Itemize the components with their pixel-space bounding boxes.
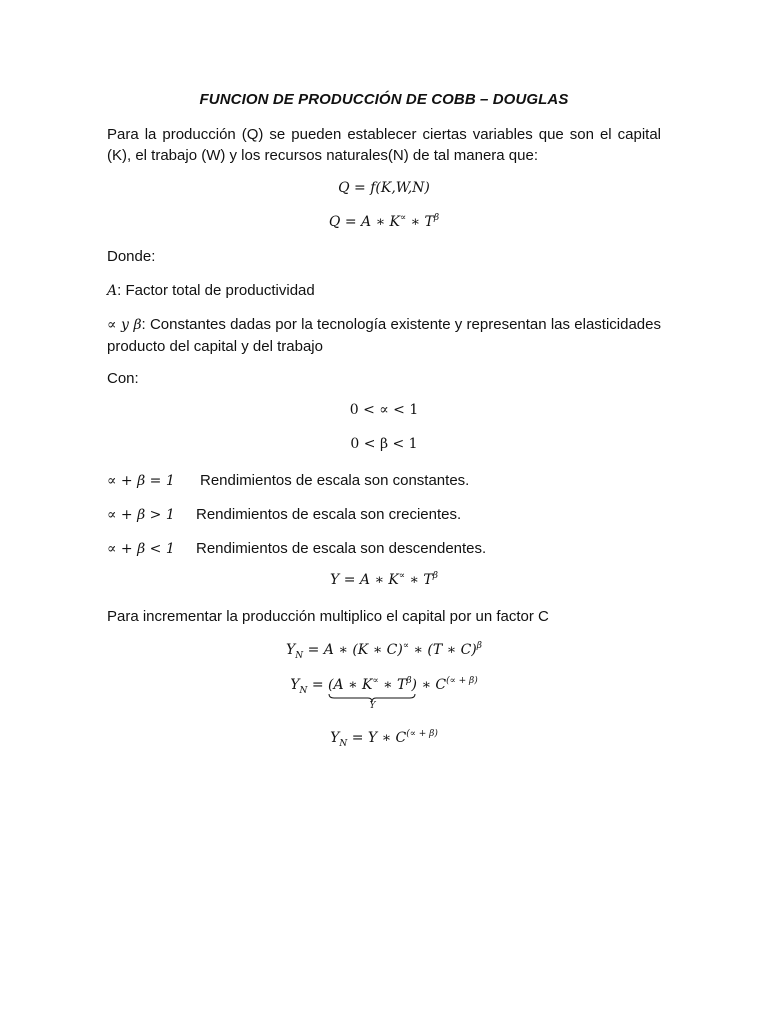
intro-paragraph: Para la producción (Q) se pueden establecer ciertas variables que son el capital (K), el trabajo (W) y los recursos naturales(N) de tal manera que: (107, 126, 661, 164)
con-label: Con: (107, 370, 139, 387)
q-function-text: Q = f(K,W,N) (338, 180, 430, 196)
yn1-y: Y (286, 642, 296, 658)
q-cobb-lhs: Q = A ∗ K (328, 214, 401, 230)
underbrace-group (328, 676, 417, 711)
a-symbol: A (107, 283, 118, 299)
donde-label: Donde: (107, 248, 156, 265)
yn3-y: Y (330, 730, 340, 746)
alpha-constraint (0, 402, 768, 418)
yn-formula-1 (0, 641, 768, 661)
y-beta-exponent: β (432, 571, 438, 581)
returns-decreasing-condition: ∝ + β < 1 (107, 541, 175, 557)
beta-constraint-text: 0 < β < 1 (350, 436, 418, 452)
yn3-rhs: = Y ∗ C (347, 730, 407, 746)
yn2-tail: ∗ C (417, 677, 447, 693)
yn1-rhs-a: = A ∗ (K ∗ C) (303, 642, 403, 658)
yn3-sub-n: N (339, 739, 348, 749)
yn2-sub-n: N (299, 686, 308, 696)
yn1-rhs-b: ∗ (T ∗ C) (408, 642, 477, 658)
y-alpha-exponent: ∝ (398, 571, 405, 581)
yn2-sum-exponent: (∝ + β) (446, 676, 478, 686)
constants-symbols: ∝ y β (107, 317, 142, 333)
yn1-alpha-exponent: ∝ (402, 641, 409, 651)
returns-constant-row (107, 470, 469, 492)
document-title: FUNCION DE PRODUCCIÓN DE COBB – DOUGLAS (199, 91, 569, 108)
yn2-inner-a: (A ∗ K (328, 677, 373, 693)
definition-constants (107, 314, 661, 357)
beta-constraint (0, 436, 768, 452)
returns-constant-condition: ∝ + β = 1 (107, 473, 175, 489)
y-formula-lhs: Y = A ∗ K (330, 572, 399, 588)
returns-increasing-text: Rendimientos de escala son crecientes. (196, 506, 462, 523)
returns-decreasing-text: Rendimientos de escala son descendentes. (196, 540, 487, 557)
yn-formula-3 (0, 729, 768, 749)
a-definition-text: : Factor total de productividad (117, 282, 315, 299)
underbrace-label: Y (369, 701, 376, 711)
definition-a (107, 280, 315, 302)
yn1-beta-exponent: β (476, 641, 482, 651)
constants-definition-text: : Constantes dadas por la tecnología existente y representan las elasticidades producto del capital y del trabajo (107, 316, 661, 355)
alpha-constraint-text: 0 < ∝ < 1 (349, 402, 419, 418)
yn2-inner-b: ∗ T (378, 677, 407, 693)
yn3-sum-exponent: (∝ + β) (406, 729, 438, 739)
returns-decreasing-row (107, 538, 486, 560)
yn-formula-2: $Y_N = (A$ ∗ K∝ ∗ $T^\beta$) Y ∗ $C^{(\propto + \beta)}$ (290, 676, 478, 711)
q-cobb-mult: ∗ T (406, 214, 434, 230)
y-formula (0, 572, 768, 588)
yn2-y: Y (290, 677, 300, 693)
yn1-sub-n: N (295, 651, 304, 661)
increment-text: Para incrementar la producción multiplico el capital por un factor C (107, 608, 549, 625)
beta-exponent: β (433, 213, 440, 223)
alpha-exponent: ∝ (400, 213, 407, 223)
returns-increasing-condition: ∝ + β > 1 (107, 507, 175, 523)
q-cobb-douglas-formula (0, 214, 768, 230)
y-formula-mid: ∗ T (404, 572, 433, 588)
yn2-alpha-exponent: ∝ (372, 676, 379, 686)
yn2-close: ) (411, 677, 417, 693)
returns-increasing-row (107, 504, 461, 526)
q-function-formula (0, 180, 768, 196)
returns-constant-text: Rendimientos de escala son constantes. (200, 472, 470, 489)
yn2-beta-exponent: β (406, 676, 412, 686)
